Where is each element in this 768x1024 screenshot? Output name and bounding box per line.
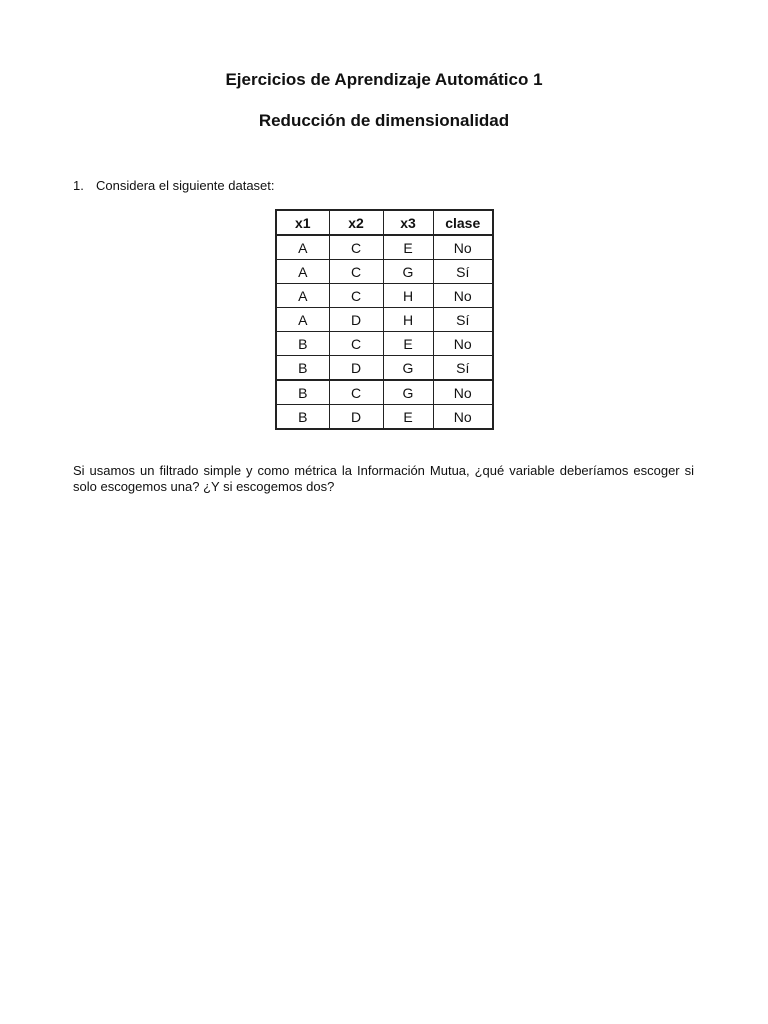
table-cell: C <box>329 380 383 405</box>
table-cell: B <box>276 405 329 430</box>
dataset-table <box>275 209 494 430</box>
table-row <box>276 235 493 260</box>
table-cell: D <box>329 405 383 430</box>
table-cell: C <box>329 284 383 308</box>
table-cell: D <box>329 308 383 332</box>
table-header-row <box>276 210 493 235</box>
table-cell: H <box>383 284 433 308</box>
table-cell: G <box>383 356 433 381</box>
question-text: Considera el siguiente dataset: <box>96 178 275 193</box>
question-number: 1. <box>73 178 84 193</box>
header-x1: x1 <box>276 210 329 235</box>
table-cell: No <box>433 380 493 405</box>
table-cell: Sí <box>433 308 493 332</box>
table-row <box>276 405 493 430</box>
table-cell: No <box>433 332 493 356</box>
table-cell: E <box>383 235 433 260</box>
table-row <box>276 356 493 381</box>
table-row <box>276 332 493 356</box>
table-cell: C <box>329 332 383 356</box>
table-cell: Sí <box>433 260 493 284</box>
table-cell: H <box>383 308 433 332</box>
question-paragraph: Si usamos un filtrado simple y como métrica la Información Mutua, ¿qué variable deberíamos escoger si solo escogemos una? ¿Y si escogemos dos? <box>73 463 694 494</box>
table-cell: A <box>276 235 329 260</box>
table-cell: D <box>329 356 383 381</box>
table-row <box>276 380 493 405</box>
table-cell: G <box>383 260 433 284</box>
table-cell: B <box>276 380 329 405</box>
table-cell: G <box>383 380 433 405</box>
table-cell: C <box>329 235 383 260</box>
table-cell: A <box>276 260 329 284</box>
table-cell: B <box>276 332 329 356</box>
table-cell: C <box>329 260 383 284</box>
table-cell: E <box>383 405 433 430</box>
header-x2: x2 <box>329 210 383 235</box>
table-cell: B <box>276 356 329 381</box>
table-row <box>276 284 493 308</box>
header-clase: clase <box>433 210 493 235</box>
table-row <box>276 308 493 332</box>
header-x3: x3 <box>383 210 433 235</box>
table-cell: Sí <box>433 356 493 381</box>
question-1 <box>73 178 275 193</box>
table-cell: A <box>276 308 329 332</box>
table-cell: No <box>433 235 493 260</box>
table-cell: A <box>276 284 329 308</box>
document-title: Ejercicios de Aprendizaje Automático 1 <box>225 70 543 89</box>
table-cell: No <box>433 405 493 430</box>
table-cell: E <box>383 332 433 356</box>
document-subtitle: Reducción de dimensionalidad <box>258 111 510 130</box>
table-cell: No <box>433 284 493 308</box>
table-row <box>276 260 493 284</box>
